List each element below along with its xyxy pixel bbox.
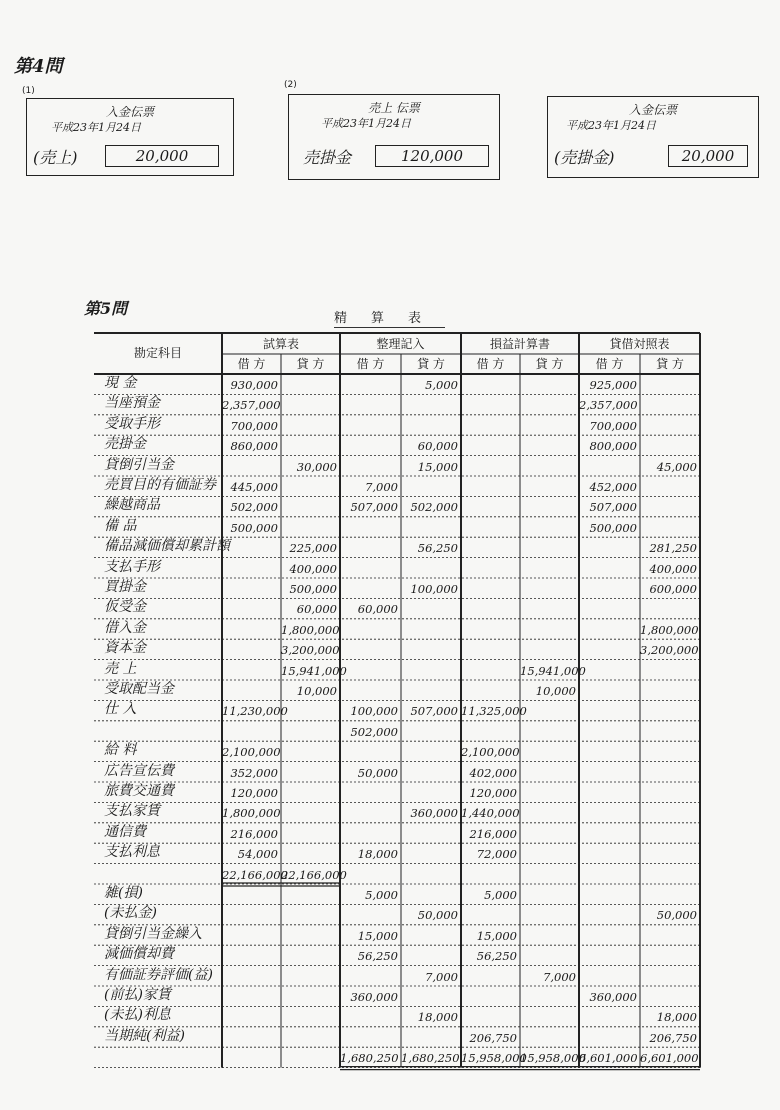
account-name: 給 料: [104, 742, 137, 759]
amount-cell: 54,000: [237, 847, 278, 862]
amount-cell: 22,166,000: [281, 867, 347, 882]
slip-2-date: 平成23年1月24日: [321, 117, 411, 130]
amount-cell: 206,750: [469, 1030, 517, 1045]
amount-cell: 15,958,000: [461, 1051, 527, 1066]
slip-3-date: 平成23年1月24日: [566, 119, 656, 132]
amount-cell: 281,250: [649, 541, 697, 556]
header-credit: 貸 方: [417, 357, 445, 371]
amount-cell: 100,000: [350, 704, 398, 719]
amount-cell: 30,000: [296, 459, 337, 474]
account-name: 現 金: [104, 375, 137, 391]
amount-cell: 206,750: [649, 1030, 697, 1045]
amount-cell: 120,000: [230, 786, 278, 800]
header-debit: 借 方: [595, 357, 624, 371]
header-group: 整理記入: [376, 337, 425, 351]
account-name: 受取配当金: [104, 681, 174, 697]
amount-cell: 11,230,000: [222, 704, 288, 719]
slip-2-label: (2): [284, 80, 297, 90]
amount-cell: 60,000: [357, 602, 398, 617]
slip-1-date: 平成23年1月24日: [51, 121, 141, 134]
account-name: (前払)家賃: [104, 987, 171, 1003]
header-credit: 貸 方: [296, 357, 325, 371]
amount-cell: 7,000: [425, 969, 458, 984]
amount-cell: 15,941,000: [520, 663, 586, 678]
amount-cell: 1,800,000: [640, 622, 699, 637]
amount-cell: 5,000: [484, 888, 517, 902]
account-name: 減価償却費: [104, 946, 174, 963]
header-debit: 借 方: [476, 357, 505, 371]
amount-cell: 45,000: [656, 459, 697, 474]
account-name: 借入金: [104, 619, 146, 636]
account-name: 仕 入: [104, 701, 137, 718]
amount-cell: 2,100,000: [461, 745, 520, 760]
amount-cell: 15,000: [417, 459, 458, 474]
amount-cell: 7,000: [365, 480, 398, 494]
account-name: 売買目的有価証券: [104, 477, 216, 493]
account-name: 売掛金: [104, 436, 146, 453]
question-5-title: 第5問: [84, 299, 128, 318]
account-name: 買掛金: [104, 579, 146, 595]
amount-cell: 502,000: [350, 724, 398, 739]
account-name: 広告宣伝費: [104, 762, 174, 779]
slip-3-title: 入金伝票: [628, 103, 677, 117]
amount-cell: 7,000: [543, 969, 576, 984]
amount-cell: 120,000: [469, 786, 517, 800]
amount-cell: 18,000: [357, 847, 398, 862]
account-name: 旅費交通費: [104, 783, 174, 799]
amount-cell: 1,800,000: [222, 806, 281, 821]
account-name: 貸倒引当金繰入: [104, 925, 202, 942]
worksheet-title: 精算表: [334, 307, 445, 328]
amount-cell: 60,000: [417, 439, 458, 454]
amount-cell: 502,000: [230, 500, 278, 515]
amount-cell: 15,000: [476, 928, 517, 943]
header-group: 試算表: [262, 337, 299, 351]
header-debit: 借 方: [237, 357, 266, 371]
slip-3-amount: 20,000: [668, 145, 748, 167]
header-group: 貸借対照表: [609, 337, 670, 351]
account-name: 有価証券評価(益): [104, 966, 213, 983]
amount-cell: 50,000: [357, 765, 398, 780]
amount-cell: 6,601,000: [640, 1051, 699, 1066]
account-name: 当期純(利益): [104, 1027, 185, 1044]
amount-cell: 18,000: [417, 1010, 458, 1025]
header-debit: 借 方: [356, 357, 385, 371]
amount-cell: 15,958,000: [520, 1051, 586, 1066]
amount-cell: 402,000: [469, 765, 517, 780]
amount-cell: 56,250: [357, 949, 398, 964]
amount-cell: 2,357,000: [579, 398, 638, 413]
amount-cell: 72,000: [476, 847, 517, 862]
slip-1-amount: 20,000: [105, 145, 219, 167]
amount-cell: 11,325,000: [461, 704, 527, 719]
amount-cell: 860,000: [230, 439, 278, 454]
amount-cell: 50,000: [417, 908, 458, 923]
account-name: 貸倒引当金: [104, 456, 174, 473]
amount-cell: 56,250: [417, 541, 458, 556]
account-name: 通信費: [104, 823, 146, 840]
account-name: 売 上: [104, 660, 137, 677]
amount-cell: 507,000: [589, 500, 637, 515]
amount-cell: 2,100,000: [222, 745, 281, 760]
amount-cell: 5,000: [425, 378, 458, 392]
account-name: 資本金: [104, 640, 146, 657]
account-name: 支払利息: [104, 844, 160, 861]
amount-cell: 2,357,000: [222, 398, 281, 413]
amount-cell: 3,200,000: [281, 643, 340, 658]
header-credit: 貸 方: [535, 357, 564, 371]
account-name: 備品減価償却累計額: [104, 538, 230, 555]
amount-cell: 5,000: [365, 888, 398, 902]
header-account: 勘定科目: [133, 346, 182, 360]
amount-cell: 15,941,000: [281, 663, 347, 678]
amount-cell: 1,800,000: [281, 622, 340, 637]
account-name: 仮受金: [104, 599, 146, 616]
account-name: (未払)利息: [104, 1007, 171, 1024]
slip-1-title: 入金伝票: [105, 105, 154, 119]
account-name: 支払手形: [104, 558, 160, 575]
account-name: 受取手形: [104, 415, 160, 432]
amount-cell: 216,000: [230, 826, 278, 841]
amount-cell: 925,000: [589, 378, 637, 392]
amount-cell: 1,440,000: [461, 806, 520, 821]
amount-cell: 10,000: [535, 684, 576, 698]
amount-cell: 445,000: [230, 480, 278, 494]
amount-cell: 15,000: [357, 928, 398, 943]
amount-cell: 1,680,250: [340, 1051, 399, 1066]
amount-cell: 452,000: [589, 480, 637, 494]
header-group: 損益計算書: [489, 337, 550, 351]
amount-cell: 100,000: [410, 582, 458, 596]
amount-cell: 600,000: [649, 582, 697, 596]
amount-cell: 225,000: [289, 541, 337, 556]
slip-2-amount: 120,000: [375, 145, 489, 167]
account-name: (未払金): [104, 905, 157, 922]
amount-cell: 60,000: [296, 602, 337, 617]
amount-cell: 360,000: [589, 990, 637, 1004]
amount-cell: 400,000: [289, 561, 337, 576]
amount-cell: 1,680,250: [401, 1051, 460, 1066]
amount-cell: 500,000: [589, 520, 637, 535]
slip-1-label: (1): [22, 86, 35, 96]
amount-cell: 507,000: [350, 500, 398, 515]
amount-cell: 56,250: [476, 949, 517, 964]
amount-cell: 500,000: [289, 582, 337, 596]
amount-cell: 50,000: [656, 908, 697, 923]
amount-cell: 360,000: [410, 806, 458, 821]
slip-2-account: 売掛金: [303, 148, 352, 167]
header-credit: 貸 方: [656, 357, 684, 371]
account-name: 当座預金: [104, 395, 160, 412]
amount-cell: 360,000: [350, 990, 398, 1004]
amount-cell: 500,000: [230, 520, 278, 535]
amount-cell: 930,000: [230, 378, 278, 392]
amount-cell: 3,200,000: [640, 643, 699, 658]
amount-cell: 18,000: [656, 1010, 697, 1025]
question-4-title: 第4問: [14, 56, 63, 77]
account-name: 支払家賃: [104, 803, 160, 820]
amount-cell: 502,000: [410, 500, 458, 515]
amount-cell: 6,601,000: [579, 1051, 638, 1066]
account-name: 繰越商品: [104, 497, 160, 514]
account-name: 備 品: [104, 517, 137, 534]
amount-cell: 700,000: [230, 418, 278, 433]
slip-1-account: (売上): [33, 148, 78, 167]
amount-cell: 352,000: [230, 765, 278, 780]
amount-cell: 22,166,000: [222, 867, 288, 882]
amount-cell: 400,000: [649, 561, 697, 576]
slip-2-title: 売上 伝票: [368, 101, 420, 115]
amount-cell: 800,000: [589, 439, 637, 454]
amount-cell: 10,000: [296, 684, 337, 698]
amount-cell: 507,000: [410, 704, 458, 719]
account-name: 雑(損): [104, 885, 143, 901]
amount-cell: 216,000: [469, 826, 517, 841]
amount-cell: 700,000: [589, 418, 637, 433]
slip-3-account: (売掛金): [554, 148, 615, 167]
